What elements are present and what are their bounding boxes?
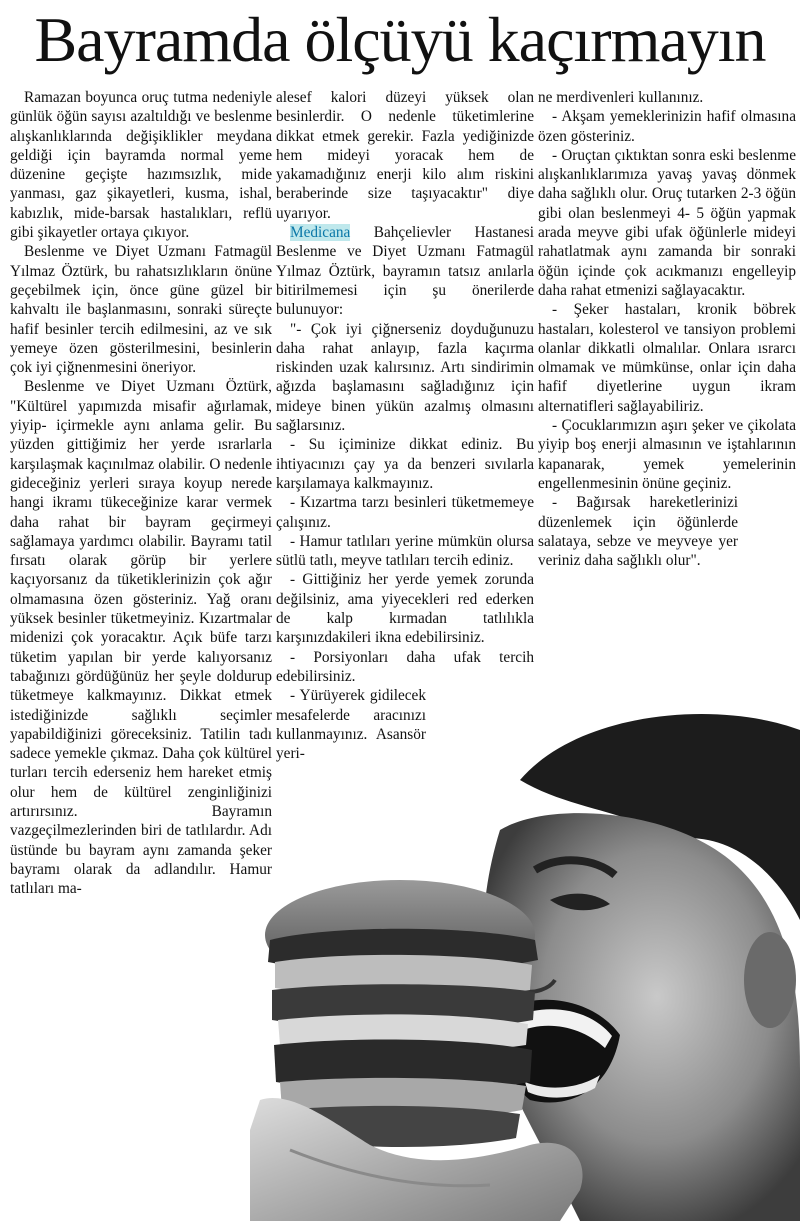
list-item: - Oruçtan çıktıktan sonra eski beslenme alışkanlıklarımıza yavaş yavaş dönmek daha sağlıklı olur. Oruç tutarken 2-3 öğün gibi olan beslenmeyi 4- 5 öğün yapmak arada meyve gibi ufak öğünlerle mideyi rahatlatmak aynı zamanda bir sonraki öğün içinde çok acıkmanızı engelleyip daha rahat etmenizi sağlayacaktır. — [538, 146, 796, 299]
paragraph: Beslenme ve Diyet Uzmanı Öztürk, "Kültürel yapımızda misafir ağırlamak, yiyip- içirmekle aynı anlama gelir. Bu yüzden gittiğimiz her yerde ısrarlarla karşılaşmak kaçınılmaz olabilir. O nedenle gideceğiniz yerleri sıraya koyup nerede hangi ikramı tükeceğinize karar vermek daha rahat bir bayram geçirmeyi sağlamaya yardımcı olabilir. Bayramı tatil fırsatı olarak görüp bir yerlere kaçıyorsanız da tüketiklerinizin çok ağır olmamasına özen gösteriniz. Yağ oranı yüksek besinler tüketmeyiniz. Kızartmalar midenizi çok yoracaktır. Açık büfe tarzı tüketim yapılan bir yerde kalıyorsanız tabağınızı gördüğünüz her şeyle doldurup tüketmeye kalkmayınız. Dikkat etmek istediğinizde sağlıklı seçimler yapabildiğinizi göreceksiniz. Tatilin tadı sadece yemekle çıkmaz. Daha çok kültürel turları tercih ederseniz hem hareket etmiş olur hem de kültürel zenginliğinizi artırırsınız. Bayramın vazgeçilmezlerinden biri de tatlılardır. Adı üstünde bu bayram aynı zamanda şeker bayramı olarak da adlandılır. Hamur tatlıları ma- — [10, 378, 272, 898]
list-item: - Porsiyonları daha ufak tercih edebilirsiniz. — [276, 648, 534, 685]
list-item: - Gittiğiniz her yerde yemek zorunda değilsiniz, ama yiyecekleri red ederken de kalp kırmadan tatlılıkla karşınızdakileri ikna edebilirsiniz. — [276, 571, 534, 647]
column-1 — [10, 88, 272, 898]
medicana-highlight: Medicana — [290, 224, 351, 242]
article-title: Bayramda ölçüyü kaçırmayın — [34, 4, 766, 75]
list-item: - Kızartma tarzı besinleri tüketmemeye çalışınız. — [276, 494, 534, 531]
list-item: - Bağırsak hareketlerinizi düzenlemek için öğünlerde salataya, sebze ve meyveye yer veriniz daha sağlıklı olur". — [538, 494, 738, 570]
column-3 — [538, 88, 796, 570]
paragraph: Ramazan boyunca oruç tutma nedeniyle günlük öğün sayısı azaltıldığı ve beslenme alışkanlıklarında değişiklikler meydana geldiği için bayramda normal yeme düzenine geçişte hazımsızlık, mide yanması, gaz şikayetleri, kusma, ishal, kabızlık, mide-barsak hastalıkları, reflü gibi şikayetler ortaya çıkıyor. — [10, 89, 272, 242]
paragraph: Beslenme ve Diyet Uzmanı Fatmagül Yılmaz Öztürk, bu rahatsızlıkların önüne geçebilmek için, önce güne güzel bir kahvaltı ile başlanmasını, sonraki süreçte hafif besinler tercih edilmesini, az ve sık yemeye özen gösterilmesini, besinlerin çok iyi çiğnenmesini öneriyor. — [10, 243, 272, 377]
list-item: - Su içiminize dikkat ediniz. Bu ihtiyacınızı çay ya da benzeri sıvılarla karşılamaya kalkmayınız. — [276, 436, 534, 492]
man-eating-burger-photo — [250, 690, 800, 1221]
column-2 — [276, 88, 534, 763]
paragraph: alesef kalori düzeyi yüksek olan besinlerdir. O nedenle tüketimlerine dikkat etmek gerekir. Fazla yediğinizde hem mideyi yoracak hem de yakamadığınız enerji kilo alım riskini beraberinde size taşıyacaktır" diye uyarıyor. — [276, 89, 534, 222]
paragraph: ne merdivenleri kullanınız. — [538, 89, 704, 106]
paragraph — [276, 223, 534, 319]
paragraph-text: Bahçelievler Hastanesi Beslenme ve Diyet Uzmanı Fatmagül Yılmaz Öztürk, bayramın tatsız anılarla bitirilmemesi için şu önerilerde bulunuyor: — [276, 224, 534, 319]
list-item: - Şeker hastaları, kronik böbrek hastaları, kolesterol ve tansiyon problemi olanlar dikkatli olmalılar. Onlara ısrarcı olmamak ve mümkünse, onlar için daha hafif diyetlerine uygun ikram alternatifleri sağlayabiliriz. — [538, 301, 796, 415]
list-item: - Çocuklarımızın aşırı şeker ve çikolata yiyip boş enerji almasının ve iştahlarının kapanarak, yemek yemelerinin engellenmesinin önüne geçiniz. — [538, 417, 796, 492]
list-item: - Akşam yemeklerinizin hafif olmasına özen gösteriniz. — [538, 108, 796, 145]
list-item: - Yürüyerek gidilecek mesafelerde aracınızı kullanmayınız. Asansör yeri- — [276, 687, 426, 763]
list-item: "- Çok iyi çiğnerseniz doyduğunuzu daha rahat anlayıp, fazla kaçırma riskinden uzak kalırsınız. Artı sindirimin ağızda başlamasını sağladığınız için mideye binen yükün azalmış olmasını sağlarsınız. — [276, 320, 534, 435]
list-item: - Hamur tatlıları yerine mümkün olursa sütlü tatlı, meyve tatlıları tercih ediniz. — [276, 532, 534, 570]
